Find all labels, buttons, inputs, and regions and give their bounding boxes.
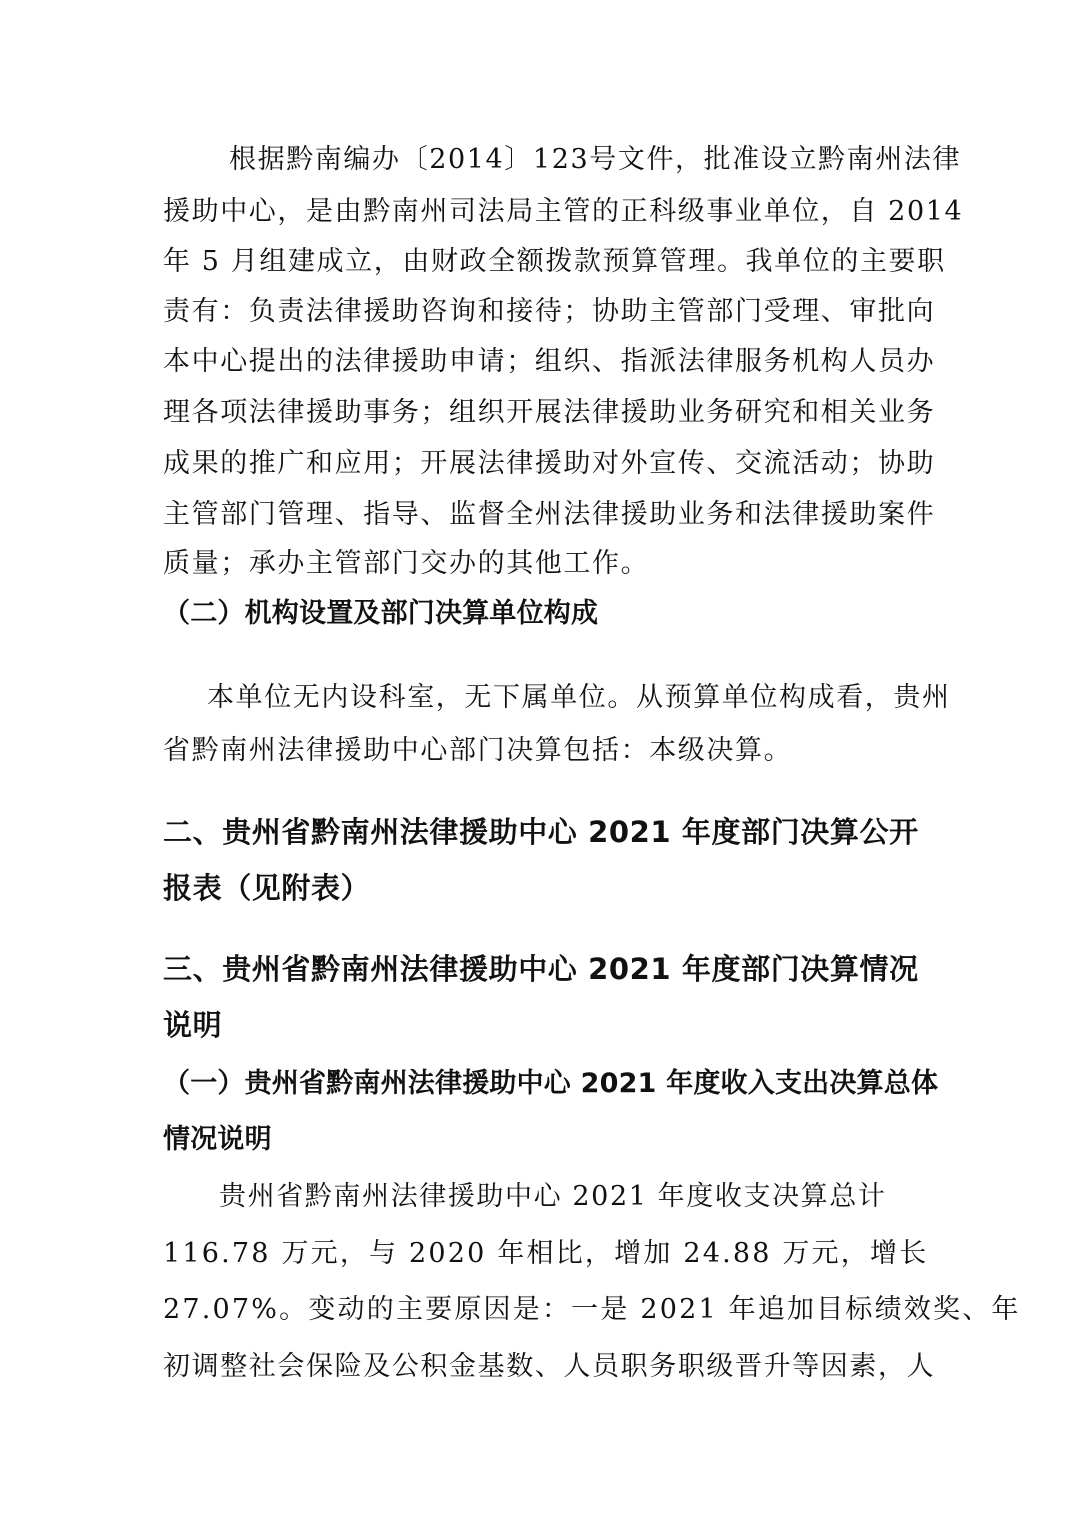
body-text-line: 省黔南州法律援助中心部门决算包括：本级决算。 [163, 735, 793, 766]
body-text-line: 质量；承办主管部门交办的其他工作。 [163, 548, 650, 579]
subheading-org-structure: （二）机构设置及部门决算单位构成 [163, 598, 599, 629]
body-text-line: 根据黔南编办〔2014〕123号文件，批准设立黔南州法律 [229, 144, 962, 175]
body-text-line: 贵州省黔南州法律援助中心 2021 年度收支决算总计 [219, 1181, 887, 1212]
section-heading-explanation-cont: 说明 [163, 1008, 223, 1042]
body-text-line: 理各项法律援助事务；组织开展法律援助业务研究和相关业务 [163, 397, 936, 428]
subheading-income-expense: （一）贵州省黔南州法律援助中心 2021 年度收入支出决算总体 [163, 1068, 939, 1099]
section-heading-explanation: 三、贵州省黔南州法律援助中心 2021 年度部门决算情况 [163, 952, 919, 986]
body-text-line: 年 5 月组建成立，由财政全额拨款预算管理。我单位的主要职 [163, 246, 946, 277]
body-text-line: 本单位无内设科室，无下属单位。从预算单位构成看，贵州 [207, 682, 951, 713]
body-text-line: 成果的推广和应用；开展法律援助对外宣传、交流活动；协助 [163, 448, 936, 479]
section-heading-reports-cont: 报表（见附表） [163, 871, 371, 905]
body-text-line: 初调整社会保险及公积金基数、人员职务职级晋升等因素，人 [163, 1351, 936, 1382]
section-heading-reports: 二、贵州省黔南州法律援助中心 2021 年度部门决算公开 [163, 815, 919, 849]
body-text-line: 116.78 万元，与 2020 年相比，增加 24.88 万元，增长 [163, 1238, 929, 1269]
body-text-line: 27.07%。变动的主要原因是：一是 2021 年追加目标绩效奖、年 [163, 1294, 1021, 1325]
body-text-line: 主管部门管理、指导、监督全州法律援助业务和法律援助案件 [163, 499, 936, 530]
subheading-income-expense-cont: 情况说明 [163, 1124, 272, 1155]
body-text-line: 本中心提出的法律援助申请；组织、指派法律服务机构人员办 [163, 346, 936, 377]
body-text-line: 援助中心，是由黔南州司法局主管的正科级事业单位，自 2014 [163, 196, 964, 227]
body-text-line: 责有：负责法律援助咨询和接待；协助主管部门受理、审批向 [163, 296, 936, 327]
